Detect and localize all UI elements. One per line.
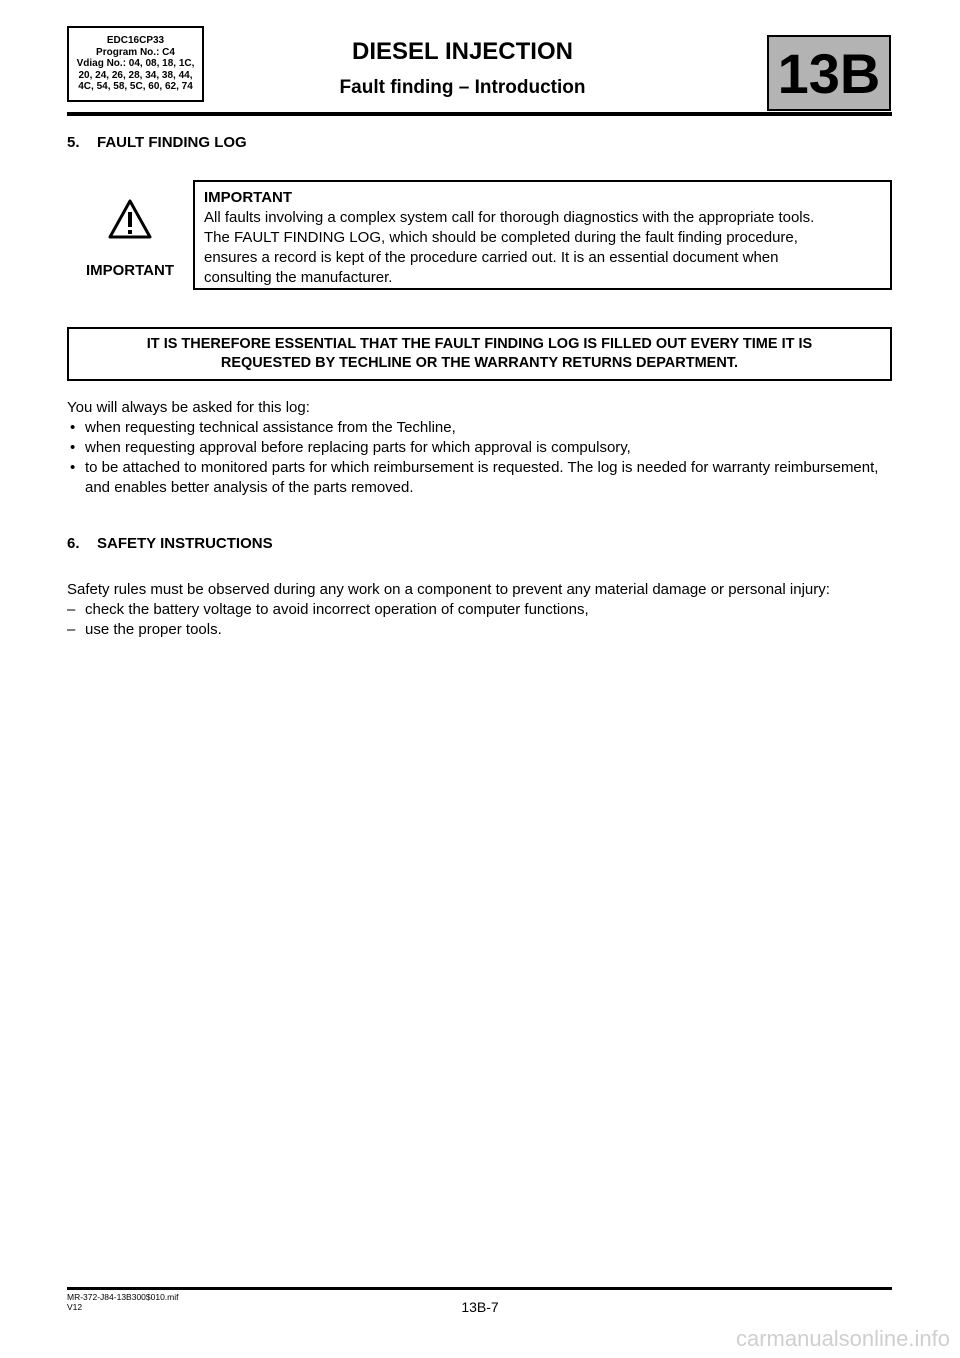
list-item bbox=[67, 600, 892, 620]
watermark: carmanualsonline.info bbox=[735, 1326, 950, 1351]
important-callout bbox=[67, 180, 193, 290]
important-text-line: ensures a record is kept of the procedure carried out. It is an essential document when bbox=[204, 249, 779, 266]
page-number: 13B-7 bbox=[461, 1299, 499, 1315]
section-number: 6. bbox=[67, 535, 80, 552]
log-intro: You will always be asked for this log: bbox=[67, 399, 310, 416]
section-6-heading bbox=[67, 535, 273, 552]
list-item-text: when requesting technical assistance from the Techline, bbox=[85, 419, 456, 436]
important-box bbox=[193, 180, 892, 290]
header-rule bbox=[67, 112, 892, 116]
important-label: IMPORTANT bbox=[85, 262, 175, 279]
vehicle-info-line: 20, 24, 26, 28, 34, 38, 44, bbox=[78, 69, 193, 81]
notice-line: IT IS THEREFORE ESSENTIAL THAT THE FAULT FINDING LOG IS FILLED OUT EVERY TIME IT IS bbox=[146, 336, 813, 352]
section-code: 13B bbox=[777, 41, 881, 105]
footer-version: V12 bbox=[67, 1302, 83, 1312]
vehicle-info-line: Vdiag No.: 04, 08, 18, 1C, bbox=[76, 58, 195, 70]
list-item-text: use the proper tools. bbox=[85, 621, 222, 638]
footer-file-ref: MR-372-J84-13B300$010.mif bbox=[67, 1292, 179, 1302]
log-request-list bbox=[67, 418, 892, 498]
section-code-badge bbox=[767, 35, 891, 111]
footer-reference bbox=[67, 1292, 179, 1312]
document-title: DIESEL INJECTION bbox=[352, 38, 573, 65]
document-subtitle: Fault finding – Introduction bbox=[339, 77, 586, 98]
warning-triangle-icon bbox=[107, 198, 153, 240]
section-title: SAFETY INSTRUCTIONS bbox=[97, 535, 273, 552]
list-item bbox=[67, 438, 892, 458]
list-item-text: when requesting approval before replacing parts for which approval is compulsory, bbox=[85, 439, 631, 456]
list-item bbox=[67, 418, 892, 438]
list-item-text: check the battery voltage to avoid incorrect operation of computer functions, bbox=[85, 601, 589, 618]
section-title: FAULT FINDING LOG bbox=[97, 134, 247, 151]
bullet-mark: • bbox=[70, 419, 76, 436]
vehicle-info-box bbox=[67, 26, 204, 102]
bullet-mark: • bbox=[70, 439, 76, 456]
important-heading: IMPORTANT bbox=[204, 189, 293, 206]
footer-rule bbox=[67, 1287, 892, 1290]
dash-mark: – bbox=[67, 601, 76, 618]
list-item bbox=[67, 458, 892, 498]
safety-list bbox=[67, 600, 892, 640]
vehicle-info-line: EDC16CP33 bbox=[106, 35, 165, 47]
section-number: 5. bbox=[67, 134, 80, 151]
section-5-heading bbox=[67, 134, 247, 151]
vehicle-info-line: Program No.: C4 bbox=[96, 46, 175, 58]
list-item bbox=[67, 620, 892, 640]
list-item-text: to be attached to monitored parts for which reimbursement is requested. The log is needed for warranty reimbursement, and enables better analysis of the parts removed. bbox=[85, 459, 879, 496]
vehicle-info-line: 4C, 54, 58, 5C, 60, 62, 74 bbox=[78, 81, 193, 93]
important-text-line: All faults involving a complex system call for thorough diagnostics with the appropriate tools. bbox=[204, 209, 815, 226]
notice-box bbox=[67, 327, 892, 381]
safety-intro: Safety rules must be observed during any work on a component to prevent any material damage or personal injury: bbox=[67, 581, 830, 598]
notice-line: REQUESTED BY TECHLINE OR THE WARRANTY RETURNS DEPARTMENT. bbox=[220, 355, 739, 371]
important-text-line: The FAULT FINDING LOG, which should be completed during the fault finding procedure, bbox=[204, 229, 798, 246]
dash-mark: – bbox=[67, 621, 76, 638]
important-text-line: consulting the manufacturer. bbox=[204, 269, 393, 286]
bullet-mark: • bbox=[70, 459, 76, 476]
